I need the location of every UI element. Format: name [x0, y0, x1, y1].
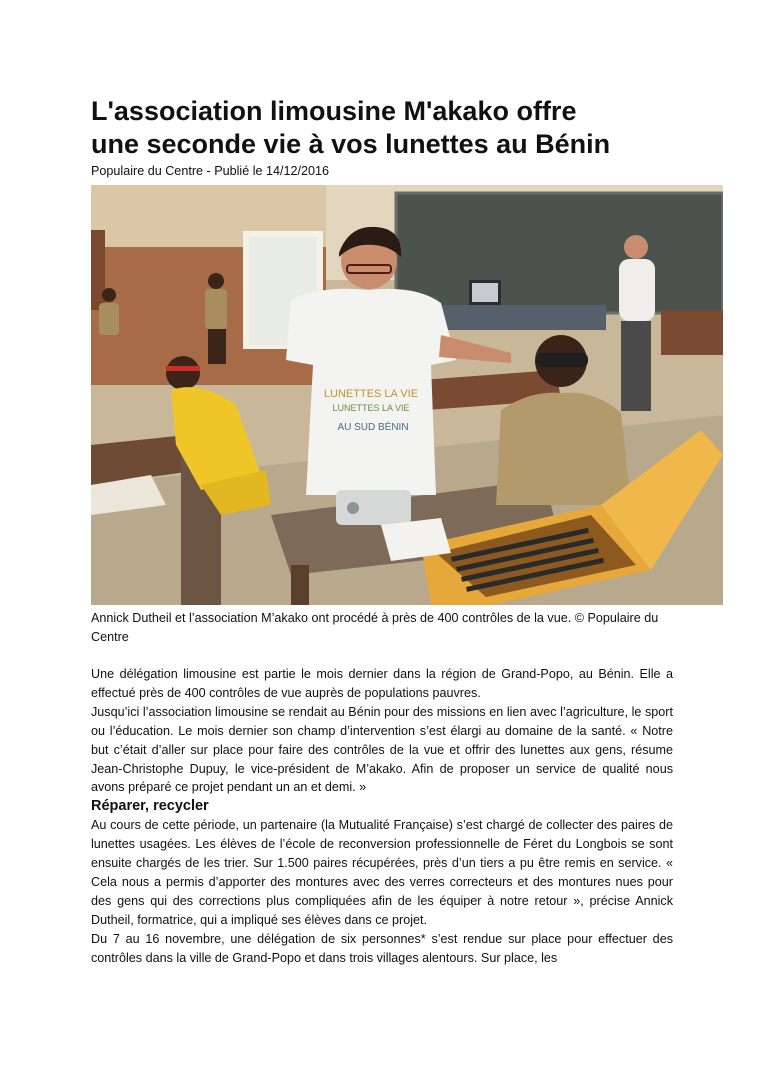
- article-title: [91, 95, 673, 161]
- article-byline: Populaire du Centre - Publié le 14/12/2016: [91, 164, 330, 178]
- article-paragraph: Du 7 au 16 novembre, une délégation de six personnes* s’est rendue sur place pour effectuer des contrôles dans la ville de Grand-Popo et dans trois villages alentours. Sur place, les: [91, 931, 673, 965]
- article-title-line-1: L'association limousine M'akako offre: [91, 96, 577, 126]
- article: [91, 95, 673, 968]
- article-paragraph: Jusqu’ici l’association limousine se rendait au Bénin pour des missions en lien avec l’agriculture, le sport ou l’éducation. Le mois dernier son champ d’intervention s’est élargi au domaine de la santé. « Notre but c’était d’aller sur place pour faire des contrôles de la vue et offrir des lunettes aux gens, résume Jean-Christophe Dupuy, le vice-président de M’akako. Afin de proposer un service de qualité nous avons préparé ce projet pendant un an et demi. »: [91, 704, 673, 795]
- article-photo: [91, 185, 723, 605]
- article-title-line-2: une seconde vie à vos lunettes au Bénin: [91, 129, 611, 159]
- photo-caption: Annick Dutheil et l’association M’akako ont procédé à près de 400 contrôles de la vue. © Populaire du Centre: [91, 611, 659, 644]
- article-body: [91, 665, 673, 968]
- article-paragraph: Une délégation limousine est partie le mois dernier dans la région de Grand-Popo, au Bénin. Elle a effectué près de 400 contrôles de vue auprès de populations pauvres.: [91, 667, 673, 700]
- article-subheading: Réparer, recycler: [91, 798, 209, 815]
- article-paragraph: Au cours de cette période, un partenaire (la Mutualité Française) s’est chargé de collecter des paires de lunettes usagées. Les élèves de l’école de reconversion professionnelle de Féret du Longbois se sont ensuite chargés de les trier. Sur 1.500 paires récupérées, près d’un tiers a pu être remis en service. « Cela nous a permis d’apporter des montures avec des verres correcteurs et des montures nues pour des gens qui des corrections plus compliquées afin de les équiper à notre retour », précise Annick Dutheil, formatrice, qui a impliqué ses élèves dans ce projet.: [91, 818, 673, 927]
- shirt-print-2: LUNETTES LA VIE: [332, 403, 410, 413]
- shirt-print-1: LUNETTES LA VIE: [323, 388, 419, 400]
- shirt-print-3: AU SUD BÉNIN: [337, 422, 409, 433]
